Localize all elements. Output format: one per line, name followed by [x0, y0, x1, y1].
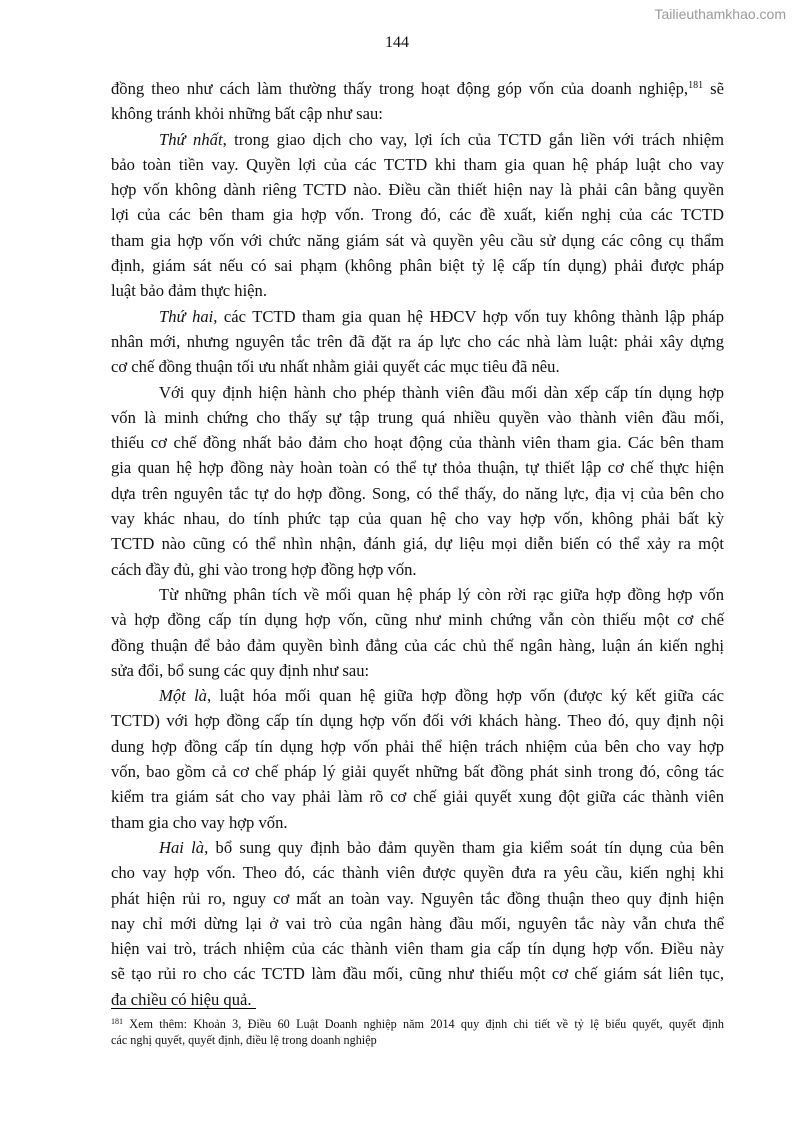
text-line — [111, 455, 724, 480]
page-number: 144 — [385, 34, 409, 51]
text-line — [111, 430, 724, 455]
paragraph — [111, 76, 724, 127]
text-segment: sẽ tạo rủi ro cho các TCTD làm đầu mối, cũng như thiếu một cơ chế giám sát liên tục, — [111, 964, 724, 984]
text-segment: nay chỉ mới dừng lại ở vai trò của ngân hàng đầu mối, nguyên tắc này vẫn chưa thể — [111, 913, 724, 933]
italic-lead: Thứ nhất — [159, 129, 223, 149]
text-line — [111, 253, 724, 278]
text-segment: luật bảo đảm thực hiện. — [111, 281, 267, 301]
paragraph — [111, 380, 724, 582]
text-segment: , luật hóa mối quan hệ giữa hợp đồng hợp vốn (được ký kết giữa các — [206, 686, 724, 706]
footnote-reference[interactable]: 181 — [688, 80, 704, 91]
text-segment: đồng theo như cách làm thường thấy trong hoạt động góp vốn của doanh nghiệp, — [111, 79, 689, 98]
text-line — [111, 380, 724, 405]
text-segment: tham gia cho vay hợp vốn. — [111, 812, 288, 832]
text-line — [111, 911, 724, 936]
paragraph — [111, 683, 724, 835]
text-segment: vốn, bao gồm cả cơ chế pháp lý giải quyết những bất đồng phát sinh trong đó, công tác — [111, 762, 724, 782]
text-line — [111, 531, 724, 556]
text-line — [111, 683, 724, 708]
text-line — [111, 481, 724, 506]
text-line — [111, 278, 724, 303]
text-line — [111, 76, 724, 101]
text-line — [111, 177, 724, 202]
text-segment: , các TCTD tham gia quan hệ HĐCV hợp vốn tuy không thành lập pháp — [213, 306, 724, 326]
text-segment: cách đầy đủ, ghi vào trong hợp đồng hợp vốn. — [111, 559, 417, 579]
paragraph — [111, 127, 724, 304]
text-segment: không tránh khỏi những bất cập như sau: — [111, 104, 383, 124]
text-segment: lợi của các bên tham gia hợp vốn. Trong đó, các đề xuất, kiến nghị của các TCTD — [111, 205, 724, 225]
text-line — [111, 582, 724, 607]
text-segment: đồng thuận để bảo đảm quyền bình đẳng của các chủ thể ngân hàng, luận án kiến nghị — [111, 635, 724, 655]
italic-lead: Thứ hai — [159, 306, 214, 326]
text-segment: gia quan hệ hợp đồng này hoàn toàn có thể tự thỏa thuận, tự thiết lập cơ chế thực hiện — [111, 458, 724, 478]
text-segment: vay khác nhau, do tính phức tạp của quan hệ cho vay hợp vốn, không phải bất kỳ — [111, 509, 724, 529]
text-line — [111, 860, 724, 885]
text-segment: thiếu cơ chế đồng nhất bảo đảm cho hoạt động của thành viên tham gia. Các bên tham — [111, 433, 724, 453]
paragraph — [111, 582, 724, 683]
text-line — [111, 835, 724, 860]
body-text — [111, 76, 724, 1012]
text-line — [111, 101, 724, 126]
text-line — [111, 354, 724, 379]
text-segment: vốn là minh chứng cho thấy sự tập trung quá nhiều quyền vào thành viên đầu mối, — [111, 407, 724, 427]
text-segment: sẽ — [703, 79, 724, 98]
text-line — [111, 304, 724, 329]
text-line — [111, 708, 724, 733]
footnote-text: Xem thêm: Khoản 3, Điều 60 Luật Doanh nghiệp năm 2014 quy định chi tiết về tỷ lệ biểu quyết, quyết định — [123, 1017, 724, 1031]
text-segment: đa chiều có hiệu quả. — [111, 989, 252, 1009]
text-line — [111, 127, 724, 152]
italic-lead: Hai là — [159, 837, 205, 857]
text-segment: kiểm tra giám sát cho vay phải làm rõ cơ chế giải quyết xung đột giữa các thành viên — [111, 787, 724, 807]
text-line — [111, 633, 724, 658]
text-line — [111, 810, 724, 835]
text-line — [111, 152, 724, 177]
watermark: Tailieuthamkhao.com — [654, 6, 786, 22]
text-line — [111, 759, 724, 784]
paragraph — [111, 304, 724, 380]
text-segment: TCTD) với hợp đồng cấp tín dụng hợp vốn đối với khách hàng. Theo đó, quy định nội — [111, 711, 724, 731]
text-segment: dung hợp đồng cấp tín dụng hợp vốn phải thể hiện trách nhiệm của bên cho vay hợp — [111, 736, 724, 756]
footnote-line — [111, 1032, 724, 1048]
text-line — [111, 405, 724, 430]
text-segment: sửa đổi, bổ sung các quy định như sau: — [111, 660, 370, 680]
text-line — [111, 557, 724, 582]
text-segment: , bổ sung quy định bảo đảm quyền tham gia kiểm soát tín dụng của bên — [204, 837, 724, 857]
text-line — [111, 506, 724, 531]
text-segment: định, giám sát nếu có sai phạm (không phân biệt tỷ lệ cấp tín dụng) phải được pháp — [111, 256, 724, 276]
text-segment: Từ những phân tích về mối quan hệ pháp lý còn rời rạc giữa hợp đồng hợp vốn — [159, 584, 724, 604]
text-segment: Với quy định hiện hành cho phép thành viên đầu mối dàn xếp cấp tín dụng hợp — [159, 382, 724, 402]
footnote-divider — [111, 1008, 256, 1009]
paragraph — [111, 835, 724, 1012]
text-line — [111, 658, 724, 683]
footnote-line — [111, 1016, 724, 1032]
text-segment: dựa trên nguyên tắc tự do hợp đồng. Song, có thể thấy, do năng lực, địa vị của bên cho — [111, 483, 724, 503]
text-segment: cho vay hợp vốn. Theo đó, các thành viên được quyền đưa ra yêu cầu, kiến nghị khi — [111, 863, 724, 883]
text-segment: cơ chế đồng thuận tối ưu nhất nhằm giải quyết các mục tiêu đã nêu. — [111, 357, 560, 377]
text-segment: , trong giao dịch cho vay, lợi ích của TCTD gắn liền với trách nhiệm — [222, 129, 724, 149]
text-line — [111, 228, 724, 253]
text-line — [111, 734, 724, 759]
text-segment: hợp vốn không dành riêng TCTD nào. Điều cần thiết hiện nay là phải cân bằng quyền — [111, 180, 724, 200]
italic-lead: Một là — [159, 686, 207, 706]
text-line — [111, 607, 724, 632]
footnote-marker: 181 — [111, 1017, 123, 1026]
text-line — [111, 329, 724, 354]
text-line — [111, 961, 724, 986]
text-segment: tham gia hợp vốn với chức năng giám sát và quyền yêu cầu sử dụng các công cụ thẩm — [111, 230, 724, 250]
text-line — [111, 784, 724, 809]
text-line — [111, 936, 724, 961]
text-segment: bảo toàn tiền vay. Quyền lợi của các TCTD khi tham gia quan hệ pháp luật cho vay — [111, 154, 724, 174]
text-line — [111, 202, 724, 227]
text-segment: TCTD nào cũng có thể nhìn nhận, đánh giá, dự liệu mọi diễn biến có thể xảy ra một — [111, 534, 724, 554]
text-line — [111, 886, 724, 911]
footnote-text: các nghị quyết, quyết định, điều lệ trong doanh nghiệp — [111, 1033, 377, 1047]
text-segment: và hợp đồng cấp tín dụng hợp vốn, cũng như minh chứng vẫn còn thiếu một cơ chế — [111, 610, 724, 630]
text-segment: phát hiện rủi ro, nguy cơ mất an toàn vay. Nguyên tắc đồng thuận theo quy định hiện — [111, 888, 724, 908]
text-segment: hiện vai trò, trách nhiệm của các thành viên tham gia cấp tín dụng hợp vốn. Điều này — [111, 939, 724, 959]
text-segment: nhân mới, nhưng nguyên tắc trên đã đặt ra áp lực cho các nhà làm luật: phải xây dựng — [111, 331, 724, 351]
footnote — [111, 1016, 724, 1048]
